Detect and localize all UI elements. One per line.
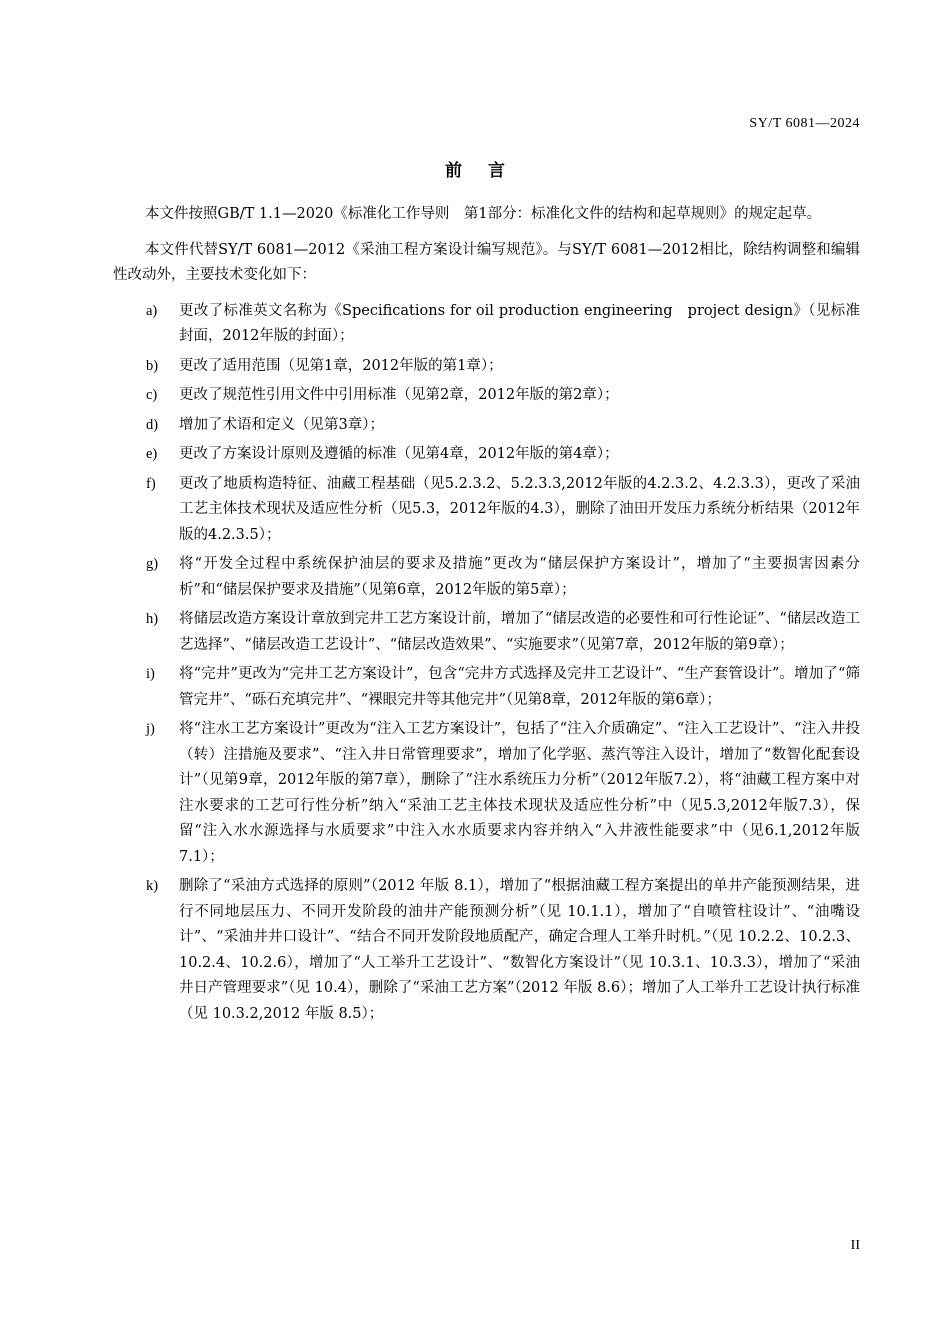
list-item [113, 717, 860, 870]
list-item-text: 删除了“采油方式选择的原则”（2012 年版 8.1），增加了“根据油藏工程方案提出的单井产能预测结果，进行不同地层压力、不同开发阶段的油井产能预测分析”（见 10.1.1），增加了“自喷管柱设计”、“油嘴设计”、“采油井井口设计”、“结合不同开发阶段地质配产，确定合理人工举升时机。”（见 10.2.2、10.2.3、10.2.4、10.2.6），增加了“人工举升工艺设计”、“数智化方案设计”（见 10.3.1、10.3.3），增加了“采油井日产管理要求”（见 10.4），删除了“采油工艺方案”（2012 年版 8.6）；增加了人工举升工艺设计执行标准（见 10.3.2,2012 年版 8.5）； [179, 878, 860, 1022]
list-item-text: 更改了适用范围（见第1章，2012年版的第1章）； [179, 357, 503, 374]
list-item [113, 472, 860, 549]
list-item-mark: j) [146, 721, 155, 737]
list-item [113, 874, 860, 1027]
document-body [113, 202, 860, 1031]
intro-paragraph-drafting: 本文件按照GB/T 1.1—2020《标准化工作导则 第1部分：标准化文件的结构和起草规则》的规定起草。 [145, 206, 822, 222]
list-item-mark: a) [146, 302, 158, 319]
list-item-text: 更改了方案设计原则及遵循的标准（见第4章，2012年版的第4章）； [179, 446, 619, 462]
list-item-text: 将“开发全过程中系统保护油层的要求及措施”更改为“储层保护方案设计”，增加了“主要损害因素分析”和“储层保护要求及措施”（见第6章，2012年版的第5章）； [179, 556, 860, 598]
list-item [113, 552, 860, 603]
standard-code: SY/T 6081—2024 [749, 116, 860, 131]
list-item-text: 增加了术语和定义（见第3章）； [179, 416, 384, 433]
list-item-mark: b) [146, 357, 159, 374]
list-item-mark: e) [146, 446, 158, 462]
page-title: 前言 [445, 161, 531, 181]
list-item-mark: i) [146, 666, 155, 682]
list-item-mark: d) [146, 416, 159, 433]
list-item-text: 将储层改造方案设计章放到完井工艺方案设计前，增加了“储层改造的必要性和可行性论证”、“储层改造工艺选择”、“储层改造工艺设计”、“储层改造效果”、“实施要求”（见第7章，2012年版的第9章）； [179, 611, 860, 653]
technical-changes-list [113, 299, 860, 1028]
list-item-mark: k) [146, 878, 159, 894]
list-item [113, 354, 860, 380]
list-item-mark: c) [146, 387, 158, 403]
list-item-text: 更改了规范性引用文件中引用标准（见第2章，2012年版的第2章）； [179, 387, 619, 403]
page-number: II [850, 1238, 860, 1253]
intro-paragraph-replacement: 本文件代替SY/T 6081—2012《采油工程方案设计编写规范》。与SY/T 6081—2012相比，除结构调整和编辑性改动外，主要技术变化如下： [113, 241, 860, 283]
list-item [113, 442, 860, 468]
list-item-text: 将“完井”更改为“完井工艺方案设计”，包含“完井方式选择及完井工艺设计”、“生产套管设计”。增加了“筛管完井”、“砾石充填完井”、“裸眼完井等其他完井”（见第8章，2012年版的第6章）； [179, 666, 860, 708]
list-item-text: 将“注水工艺方案设计”更改为“注入工艺方案设计”，包括了“注入介质确定”、“注入工艺设计”、“注入井投（转）注措施及要求”、“注入井日常管理要求”，增加了化学驱、蒸汽等注入设计，增加了“数智化配套设计”（见第9章，2012年版的第7章），删除了“注水系统压力分析”（2012年版7.2），将“油藏工程方案中对注水要求的工艺可行性分析”纳入“采油工艺主体技术现状及适应性分析”中（见5.3,2012年版7.3），保留“注入水水源选择与水质要求”中注入水水质要求内容并纳入“入井液性能要求”中（见6.1,2012年版7.1）； [179, 721, 860, 865]
list-item-text: 更改了地质构造特征、油藏工程基础（见5.2.3.2、5.2.3.3,2012年版的4.2.3.2、4.2.3.3），更改了采油工艺主体技术现状及适应性分析（见5.3，2012年版的4.3），删除了油田开发压力系统分析结果（2012年版的4.2.3.5）； [179, 475, 860, 543]
list-item-mark: f) [146, 475, 156, 492]
list-item-mark: g) [146, 556, 159, 572]
list-item [113, 413, 860, 439]
list-item [113, 299, 860, 350]
list-item-mark: h) [146, 611, 159, 627]
list-item [113, 383, 860, 409]
list-item [113, 607, 860, 658]
list-item-text: 更改了标准英文名称为《Specifications for oil production engineering project design》（见标准封面，2012年版的封面）； [179, 302, 860, 344]
list-item [113, 662, 860, 713]
